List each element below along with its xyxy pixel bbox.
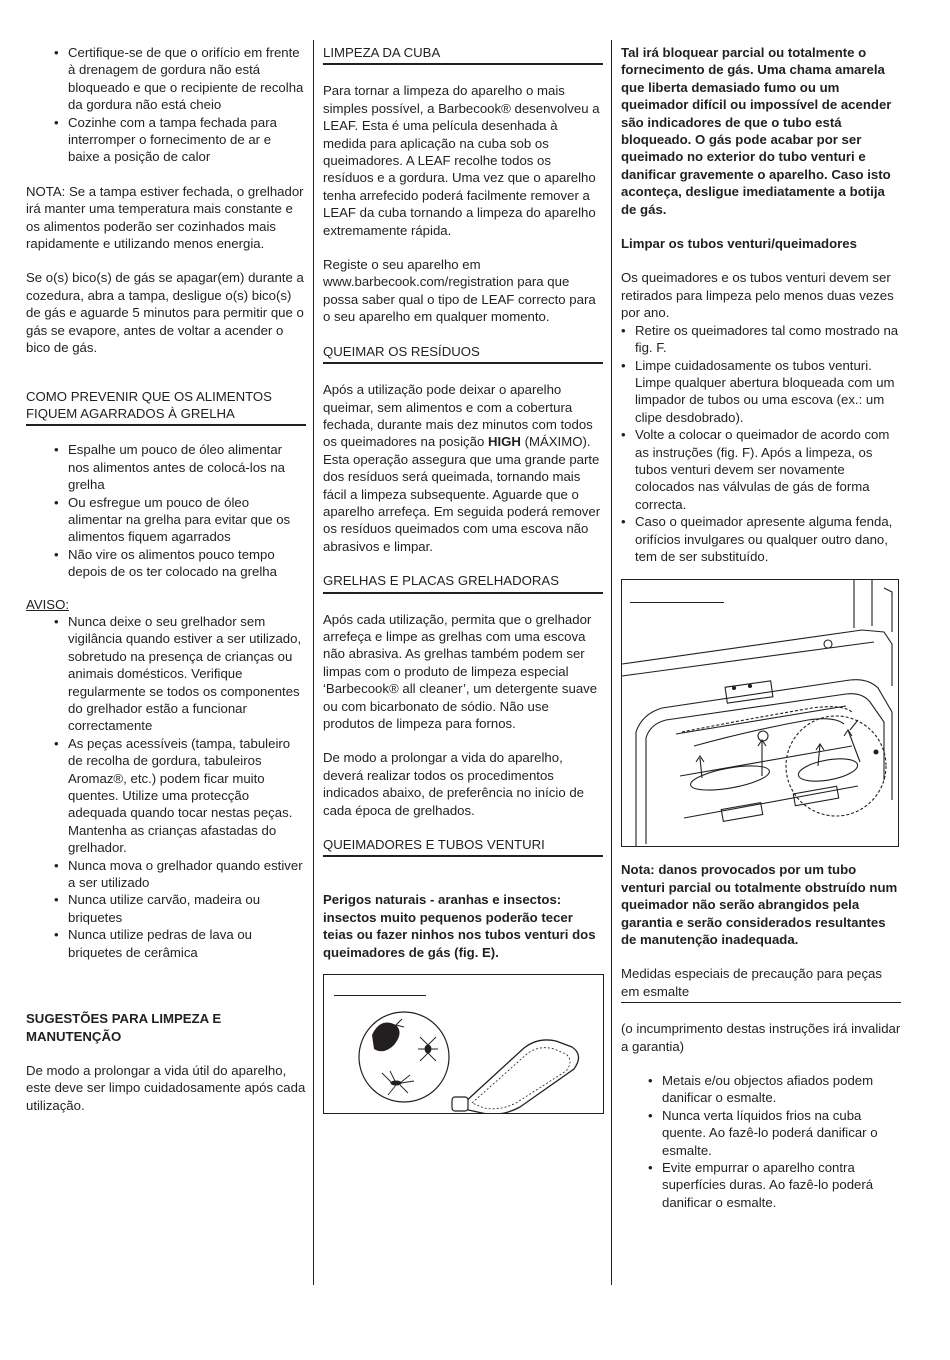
heading-grills: GRELHAS E PLACAS GRELHADORAS <box>323 572 603 593</box>
grills-paragraph: Após cada utilização, permita que o grelhador arrefeça e limpe as grelhas com uma escova não abrasiva. As grelhas também podem ser limpas com o produto de limpeza especial ‘Barbecook® all cleaner’, um detergente suave ou com bicarbonato de sódio. Não use produtos de limpeza para fornos. <box>323 611 598 731</box>
blockage-paragraph: Tal irá bloquear parcial ou totalmente o fornecimento de gás. Uma chama amarela que liberta demasiado fumo ou um queimador difícil ou impossível de acender são indicadores de que o tubo está bloqueado. O gás pode acabar por ser queimado no exterior do tubo venturi e danificar gravemente o aparelho. Caso isto aconteça, desligue imediatamente a botija de gás. <box>621 45 892 217</box>
list-item: • Não vire os alimentos pouco tempo depois de os ter colocado na grelha <box>54 546 306 581</box>
hazards-paragraph: Perigos naturais - aranhas e insectos: insectos muito pequenos poderão tecer teias ou fazer ninhos nos tubos venturi dos queimadores de gás (fig. E). <box>323 892 596 960</box>
warning-label: AVISO: <box>26 596 69 612</box>
damage-note-paragraph: Nota: danos provocados por um tubo venturi parcial ou totalmente obstruído num queimador não serão abrangidos pela garantia e serão considerados resultantes de manutenção inadequada. <box>621 862 898 947</box>
burn-paragraph <box>323 381 603 555</box>
note-paragraph: NOTA: Se a tampa estiver fechada, o grelhador irá manter uma temperatura mais constante e os alimentos poderão ser cozinhados mais rapidamente e utilizando menos energia. <box>26 183 304 252</box>
heading-clean-venturi: Limpar os tubos venturi/queimadores <box>621 236 857 252</box>
burn-text-2: (MÁXIMO). Esta operação assegura que uma grande parte dos resíduos será queimada, tornando mais fácil a limpeza subsequente. Aguarde que o aparelho arrefeça. Em seguida poderá remover os resíduos queimados com uma escova não abrasivos e limpar. <box>323 434 601 554</box>
bullet-list-warning <box>54 613 306 961</box>
list-item: • Volte a colocar o queimador de acordo com as instruções (fig. F). Após a limpeza, os tubos venturi devem ser novamente colocados nas válvulas de gás de forma correcta. <box>621 426 901 513</box>
bullet-list-top <box>54 44 306 166</box>
heading-prevent: COMO PREVENIR QUE OS ALIMENTOS FIQUEM AGARRADOS À GRELHA <box>26 388 306 427</box>
heading-burners: QUEIMADORES E TUBOS VENTURI <box>323 836 603 857</box>
list-item: • Nunca verta líquidos frios na cuba quente. Ao fazê-lo poderá danificar o esmalte. <box>648 1107 901 1159</box>
list-item: • As peças acessíveis (tampa, tabuleiro de recolha de gordura, tabuleiros Aromaz®, etc.) podem ficar muito quentes. Utilize uma protecção adequada quando tocar nestas peças. Mantenha as crianças afastadas do grelhador. <box>54 735 306 857</box>
list-item: • Caso o queimador apresente alguma fenda, orifícios invulgares ou qualquer outro dano, tem de ser substituído. <box>621 513 901 565</box>
list-item: • Nunca mova o grelhador quando estiver a ser utilizado <box>54 857 306 892</box>
venturi-tube-insects-illustration <box>324 975 604 1114</box>
leaf-paragraph: Para tornar a limpeza do aparelho o mais simples possível, a Barbecook® desenvolveu a LEAF. Esta é uma película desenhada à medida para aplicação na cuba sob os queimadores. A LEAF recolhe todos os resíduos e a gordura. Uma vez que o aparelho tenha arrefecido poderá facilmente remover a LEAF da cuba tornando a limpeza do aparelho extremamente rápida. <box>323 83 600 238</box>
bullet-list-prevent <box>54 441 306 580</box>
column-1 <box>26 44 306 1131</box>
burner-removal-illustration <box>622 580 899 847</box>
heading-burn-residue: QUEIMAR OS RESÍDUOS <box>323 343 603 364</box>
heading-enamel: Medidas especiais de precaução para peças em esmalte <box>621 965 901 1003</box>
remove-paragraph: Os queimadores e os tubos venturi devem ser retirados para limpeza pelo menos duas vezes por ano. <box>621 270 894 321</box>
registration-paragraph: Registe o seu aparelho em www.barbecook.com/registration para que possa saber qual o tipo de LEAF correcto para o seu aparelho em qualquer momento. <box>323 257 596 325</box>
burn-text-high: HIGH <box>487 434 521 450</box>
burn-text-1: Após a utilização pode deixar o aparelho queimar, sem alimentos e com a cobertura fechada, durante mais dez minutos com todos os queimadores na posição <box>323 382 593 450</box>
column-divider-left <box>313 40 314 1285</box>
warranty-paragraph: (o incumprimento destas instruções irá invalidar a garantia) <box>621 1021 901 1054</box>
list-item: • Evite empurrar o aparelho contra superfícies duras. Ao fazê-lo poderá danificar o esmalte. <box>648 1159 901 1211</box>
gas-paragraph: Se o(s) bico(s) de gás se apagar(em) durante a cozedura, abra a tampa, desligue o(s) bico(s) de gás e aguarde 5 minutos para permitir que o gás se evapore, antes de voltar a acender o bico de gás. <box>26 270 304 356</box>
figure-e-insects <box>323 974 604 1114</box>
list-item: • Nunca deixe o seu grelhador sem vigilância quando estiver a ser utilizado, sobretudo na presença de crianças ou animais domésticos. Verifique regularmente se todos os componentes do grelhador estão a funcionar correctamente <box>54 613 306 735</box>
column-divider-right <box>611 40 612 1285</box>
list-item: • Certifique-se de que o orifício em frente à drenagem de gordura não está bloqueado e que o recipiente de recolha da gordura não está cheio <box>54 44 306 114</box>
heading-cleaning-bowl: LIMPEZA DA CUBA <box>323 44 603 65</box>
bullet-list-venturi <box>621 322 901 566</box>
list-item: • Cozinhe com a tampa fechada para interromper o fornecimento de ar e baixe a posição de calor <box>54 114 306 166</box>
list-item: • Ou esfregue um pouco de óleo alimentar na grelha para evitar que os alimentos fiquem agarrados <box>54 494 306 546</box>
lifetime-paragraph: De modo a prolongar a vida do aparelho, deverá realizar todos os procedimentos indicados abaixo, de preferência no início de cada época de grelhados. <box>323 750 584 818</box>
suggestions-paragraph: De modo a prolongar a vida útil do aparelho, este deve ser limpo cuidadosamente após cada utilização. <box>26 1062 306 1113</box>
list-item: • Metais e/ou objectos afiados podem danificar o esmalte. <box>648 1072 901 1107</box>
list-item: • Retire os queimadores tal como mostrado na fig. F. <box>621 322 901 357</box>
heading-suggestions: SUGESTÕES PARA LIMPEZA E MANUTENÇÃO <box>26 1011 222 1044</box>
list-item: • Limpe cuidadosamente os tubos venturi. Limpe qualquer abertura bloqueada com um limpador de tubos ou uma escova (ex.: um clipe desdobrado). <box>621 357 901 427</box>
bullet-list-enamel <box>648 1072 901 1211</box>
figure-f-burners <box>621 579 899 847</box>
list-item: • Nunca utilize carvão, madeira ou briquetes <box>54 891 306 926</box>
column-2 <box>323 44 603 1114</box>
column-3 <box>621 44 901 1228</box>
list-item: • Nunca utilize pedras de lava ou briquetes de cerâmica <box>54 926 306 961</box>
list-item: • Espalhe um pouco de óleo alimentar nos alimentos antes de colocá-los na grelha <box>54 441 306 493</box>
